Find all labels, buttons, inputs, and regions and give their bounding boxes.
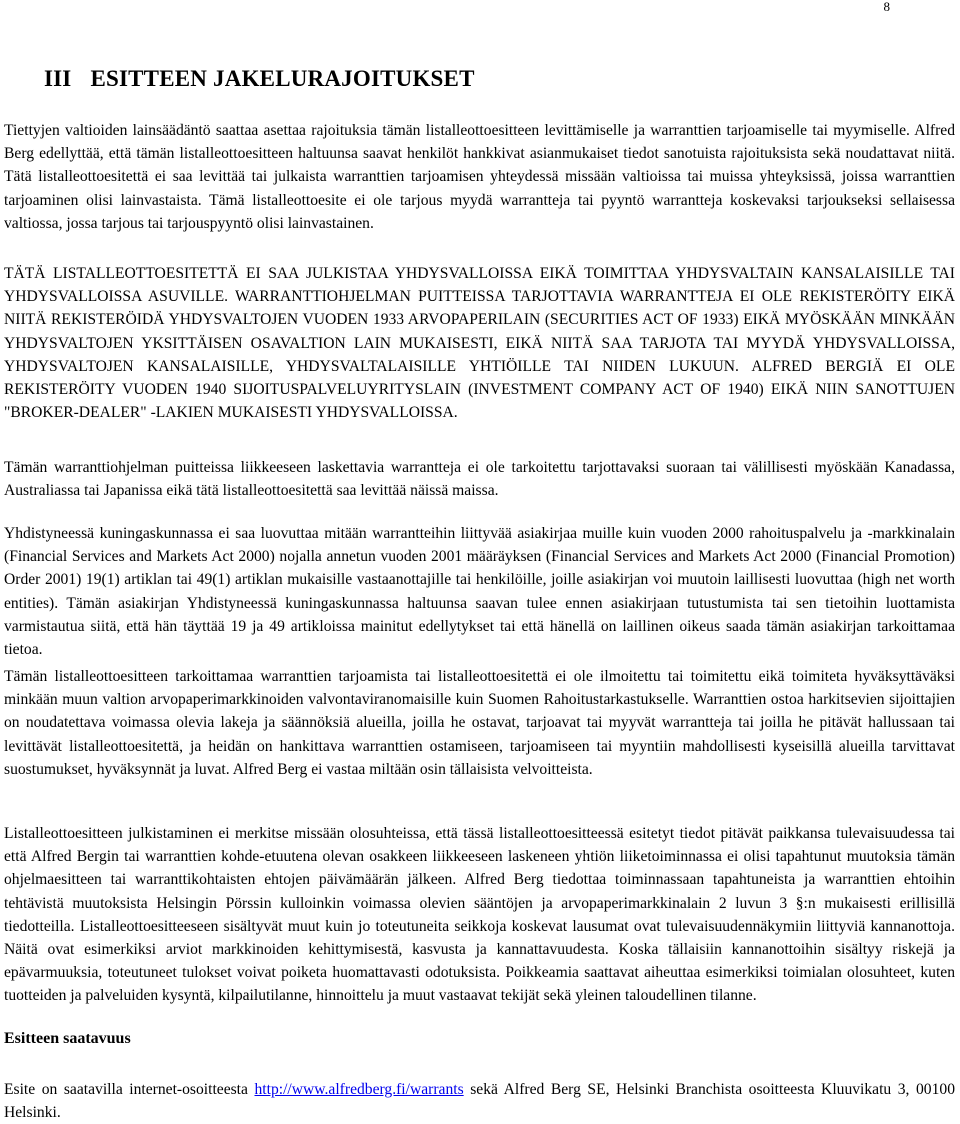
paragraph-forward-looking: Listalleottoesitteen julkistaminen ei merkitse missään olosuhteissa, että tässä listalleottoesitteessä esitetyt tiedot pitävät paikkansa tulevaisuudessa tai että Alfred Bergin tai warranttien kohde-etuutena olevan osakkeen liikkeeseen laskeneen yhtiön liiketoiminnassa ei olisi tapahtunut muutoksia tämän ohjelmaesitteen tai warranttikohtaisten ehtojen päivämäärän jälkeen. Alfred Berg tiedottaa toiminnassaan tapahtuneista ja warranttien ehtoihin tehtävistä muutoksista Helsingin Pörssin kulloinkin voimassa olevien sääntöjen ja arvopaperimarkkinalain 2 luvun 3 §:n mukaisesti erillisillä tiedotteilla. Listalleottoesitteeseen sisältyvät muut kuin jo toteutuneita seikkoja koskevat lausumat ovat tulevaisuudennäkymiin liittyviä kannanottoja. Näitä ovat esimerkiksi arviot markkinoiden kehittymisestä, kasvusta ja kannattavuudesta. Koska tällaisiin kannanottoihin sisältyy riskejä ja epävarmuuksia, toteutuneet tulokset voivat poiketa huomattavasti odotuksista. Poikkeamia saattavat aiheuttaa esimerkiksi toimialan olosuhteet, kuten tuotteiden ja palveluiden kysyntä, kilpailutilanne, hinnoittelu ja muut vastaavat tekijät sekä yleinen taloudellinen tilanne. [4, 825, 955, 1005]
section-title: ESITTEEN JAKELURAJOITUKSET [90, 66, 475, 91]
paragraph-distribution-restrictions: Tiettyjen valtioiden lainsäädäntö saattaa asettaa rajoituksia tämän listalleottoesitteen levittämiselle ja warranttien tarjoamiselle tai myymiselle. Alfred Berg edellyttää, että tämän listalleottoesitteen haltuunsa saavat henkilöt hankkivat asianmukaiset tiedot sanotuista rajoituksista sekä noudattavat niitä. Tätä listalleottoesitettä ei saa levittää tai julkaista warranttien tarjoamisen yhteydessä missään valtioissa tai muissa yhteyksissä, joissa warranttien tarjoaminen olisi lainvastaista. Tämä listalleottoesite ei ole tarjous myydä warrantteja tai pyyntö warrantteja koskevaksi tarjoukseksi sellaisessa valtiossa, jossa tarjous tai tarjouspyyntö olisi lainvastainen. [4, 122, 955, 232]
section-number: III [44, 66, 72, 91]
availability-heading: Esitteen saatavuus [4, 1030, 131, 1047]
paragraph-canada-australia-japan: Tämän warranttiohjelman puitteissa liikkeeseen laskettavia warrantteja ei ole tarkoitettu tarjottavaksi suoraan tai välillisesti myöskään Kanadassa, Australiassa tai Japanissa eikä tätä listalleottoesitettä saa levittää näissä maissa. [4, 459, 955, 500]
paragraph-united-kingdom: Yhdistyneessä kuningaskunnassa ei saa luovuttaa mitään warrantteihin liittyvää asiakirjaa muille kuin vuoden 2000 rahoituspalvelu ja -markkinalain (Financial Services and Markets Act 2000) nojalla annetun vuoden 2001 määräyksen (Financial Services and Markets Act 2000 (Financial Promotion) Order 2001) 19(1) artiklan tai 49(1) artiklan mukaisille vastaanottajille tai henkilöille, joille asiakirjan voi muutoin laillisesti luovuttaa (high net worth entities). Tämän asiakirjan Yhdistyneessä kuningaskunnassa haltuunsa saavan tulee ennen asiakirjaan tutustumista tai sen tietoihin luottamista varmistautua siitä, että hän täyttää 19 ja 49 artikloissa mainitut edellytykset tai että hänellä on laillinen oikeus saada tämän asiakirjan tarkoittamaa tietoa. [4, 525, 955, 659]
paragraph-availability [4, 1078, 955, 1124]
paragraph-other-jurisdictions: Tämän listalleottoesitteen tarkoittamaa warranttien tarjoamista tai listalleottoesitettä ei ole ilmoitettu tai toimitettu eikä toimiteta hyväksyttäväksi minkään muun valtion arvopaperimarkkinoiden valvontaviranomaisille kuin Suomen Rahoitustarkastukselle. Warranttien ostoa harkitsevien sijoittajien on noudatettava voimassa olevia lakeja ja säännöksiä alueilla, joilla he ostavat, tarjoavat tai myyvät warrantteja tai joilla he pitävät hallussaan tai levittävät listalleottoesitettä, ja heidän on hankittava warranttien ostamiseen, tarjoamiseen tai myyntiin mahdollisesti kyseisillä alueilla tarvittavat suostumukset, hyväksynnät ja luvat. Alfred Berg ei vastaa miltään osin tällaisista velvoitteista. [4, 668, 955, 778]
section-heading [44, 66, 475, 92]
page-number: 8 [883, 0, 890, 14]
availability-text-before-link: Esite on saatavilla internet-osoitteesta [4, 1081, 255, 1098]
availability-text-after-link: sekä Alfred Berg SE, Helsinki Branchista osoitteesta Kluuvikatu 3, 00100 Helsinki. [4, 1081, 955, 1122]
warrants-website-link[interactable]: http://www.alfredberg.fi/warrants [254, 1081, 464, 1098]
paragraph-us-restrictions: TÄTÄ LISTALLEOTTOESITETTÄ EI SAA JULKISTAA YHDYSVALLOISSA EIKÄ TOIMITTAA YHDYSVALTAIN KANSALAISILLE TAI YHDYSVALLOISSA ASUVILLE. WARRANTTIOHJELMAN PUITTEISSA TARJOTTAVIA WARRANTTEJA EI OLE REKISTERÖITY EIKÄ NIITÄ REKISTERÖIDÄ YHDYSVALTOJEN VUODEN 1933 ARVOPAPERILAIN (SECURITIES ACT OF 1933) EIKÄ MYÖSKÄÄN MINKÄÄN YHDYSVALTOJEN YKSITTÄISEN OSAVALTION LAIN MUKAISESTI, EIKÄ NIITÄ SAA TARJOTA TAI MYYDÄ YHDYSVALLOISSA, YHDYSVALTOJEN KANSALAISILLE, YHDYSVALTALAISILLE YHTIÖILLE TAI NIIDEN LUKUUN. ALFRED BERGIÄ EI OLE REKISTERÖITY VUODEN 1940 SIJOITUSPALVELUYRITYSLAIN (INVESTMENT COMPANY ACT OF 1940) EIKÄ NIIN SANOTTUJEN "BROKER-DEALER" -LAKIEN MUKAISESTI YHDYSVALLOISSA. [4, 265, 955, 422]
